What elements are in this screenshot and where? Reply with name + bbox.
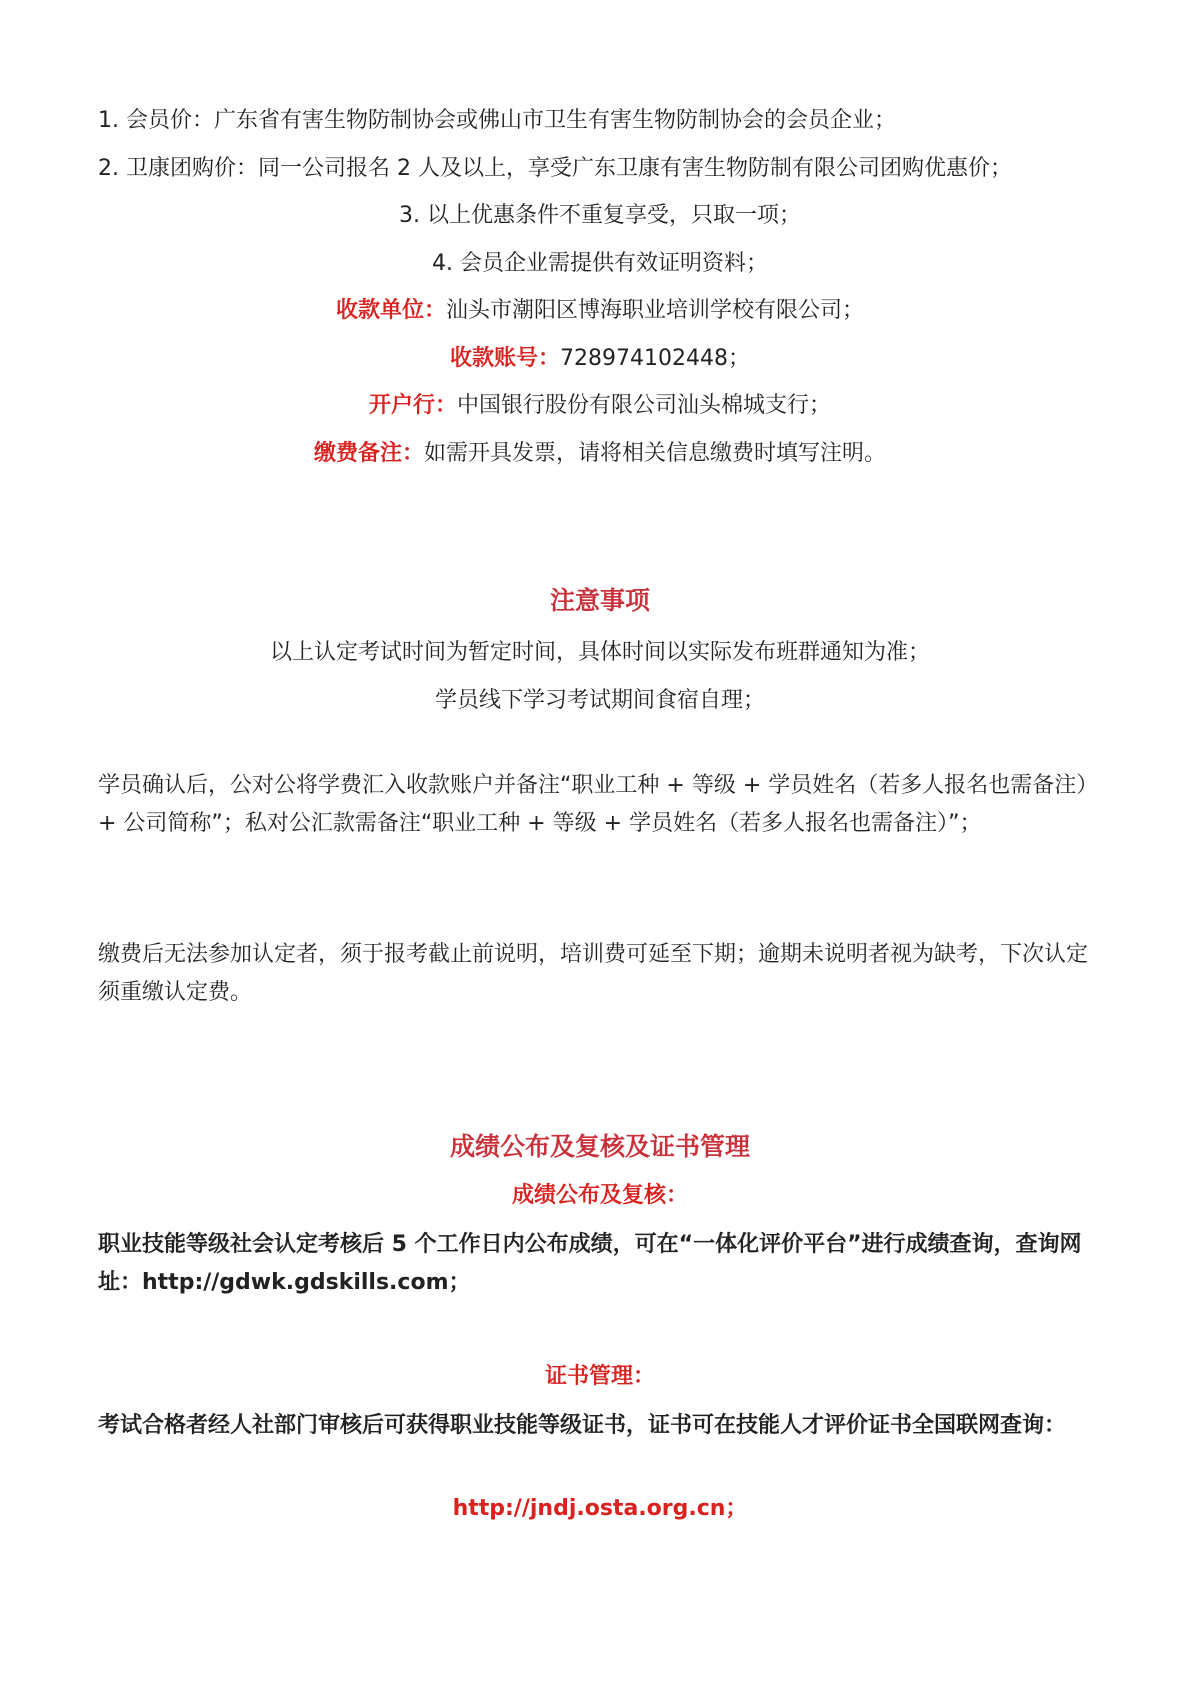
discount-item-4: 4. 会员企业需提供有效证明资料； (432, 251, 768, 276)
bank-row (0, 387, 1200, 425)
payee-value: 汕头市潮阳区博海职业培训学校有限公司； (446, 298, 865, 323)
results-paragraph: 职业技能等级社会认定考核后 5 个工作日内公布成绩，可在“一体化评价平台”进行成绩查询，查询网址：http://gdwk.gdskills.com； (98, 1232, 1082, 1295)
certificate-subtitle: 证书管理： (544, 1364, 655, 1389)
account-label: 收款账号： (450, 346, 561, 371)
discount-item-3: 3. 以上优惠条件不重复享受，只取一项； (399, 203, 801, 228)
remark-label: 缴费备注： (313, 441, 424, 466)
payee-row (0, 292, 1200, 330)
notice-title: 注意事项 (549, 586, 650, 615)
notice-paragraph-1: 学员确认后，公对公将学费汇入收款账户并备注“职业工种 + 等级 + 学员姓名（若多人报名也需备注）+ 公司简称”；私对公汇款需备注“职业工种 + 等级 + 学员姓名（若多人报名也需备注）”； (98, 773, 1088, 836)
notice-paragraph-2: 缴费后无法参加认定者，须于报考截止前说明，培训费可延至下期；逾期未说明者视为缺考，下次认定须重缴认定费。 (98, 942, 1089, 1005)
account-value: 728974102448； (560, 346, 750, 371)
notice-line-1: 以上认定考试时间为暂定时间，具体时间以实际发布班群通知为准； (269, 640, 930, 665)
discount-item-1: 1. 会员价：广东省有害生物防制协会或佛山市卫生有害生物防制协会的会员企业； (98, 108, 896, 133)
results-title: 成绩公布及复核及证书管理 (449, 1132, 750, 1161)
certificate-link[interactable]: http://jndj.osta.org.cn； (452, 1496, 748, 1521)
payee-label: 收款单位： (335, 298, 446, 323)
bank-value: 中国银行股份有限公司汕头棉城支行； (457, 393, 832, 418)
notice-line-2: 学员线下学习考试期间食宿自理； (434, 688, 765, 713)
discount-item-2: 2. 卫康团购价：同一公司报名 2 人及以上，享受广东卫康有害生物防制有限公司团购优惠价； (98, 156, 1012, 181)
certificate-paragraph: 考试合格者经人社部门审核后可获得职业技能等级证书，证书可在技能人才评价证书全国联网查询： (98, 1413, 1067, 1438)
bank-label: 开户行： (368, 393, 457, 418)
results-subtitle: 成绩公布及复核： (511, 1183, 688, 1208)
account-row (0, 340, 1200, 378)
remark-row (0, 435, 1200, 473)
remark-value: 如需开具发票，请将相关信息缴费时填写注明。 (424, 441, 887, 466)
